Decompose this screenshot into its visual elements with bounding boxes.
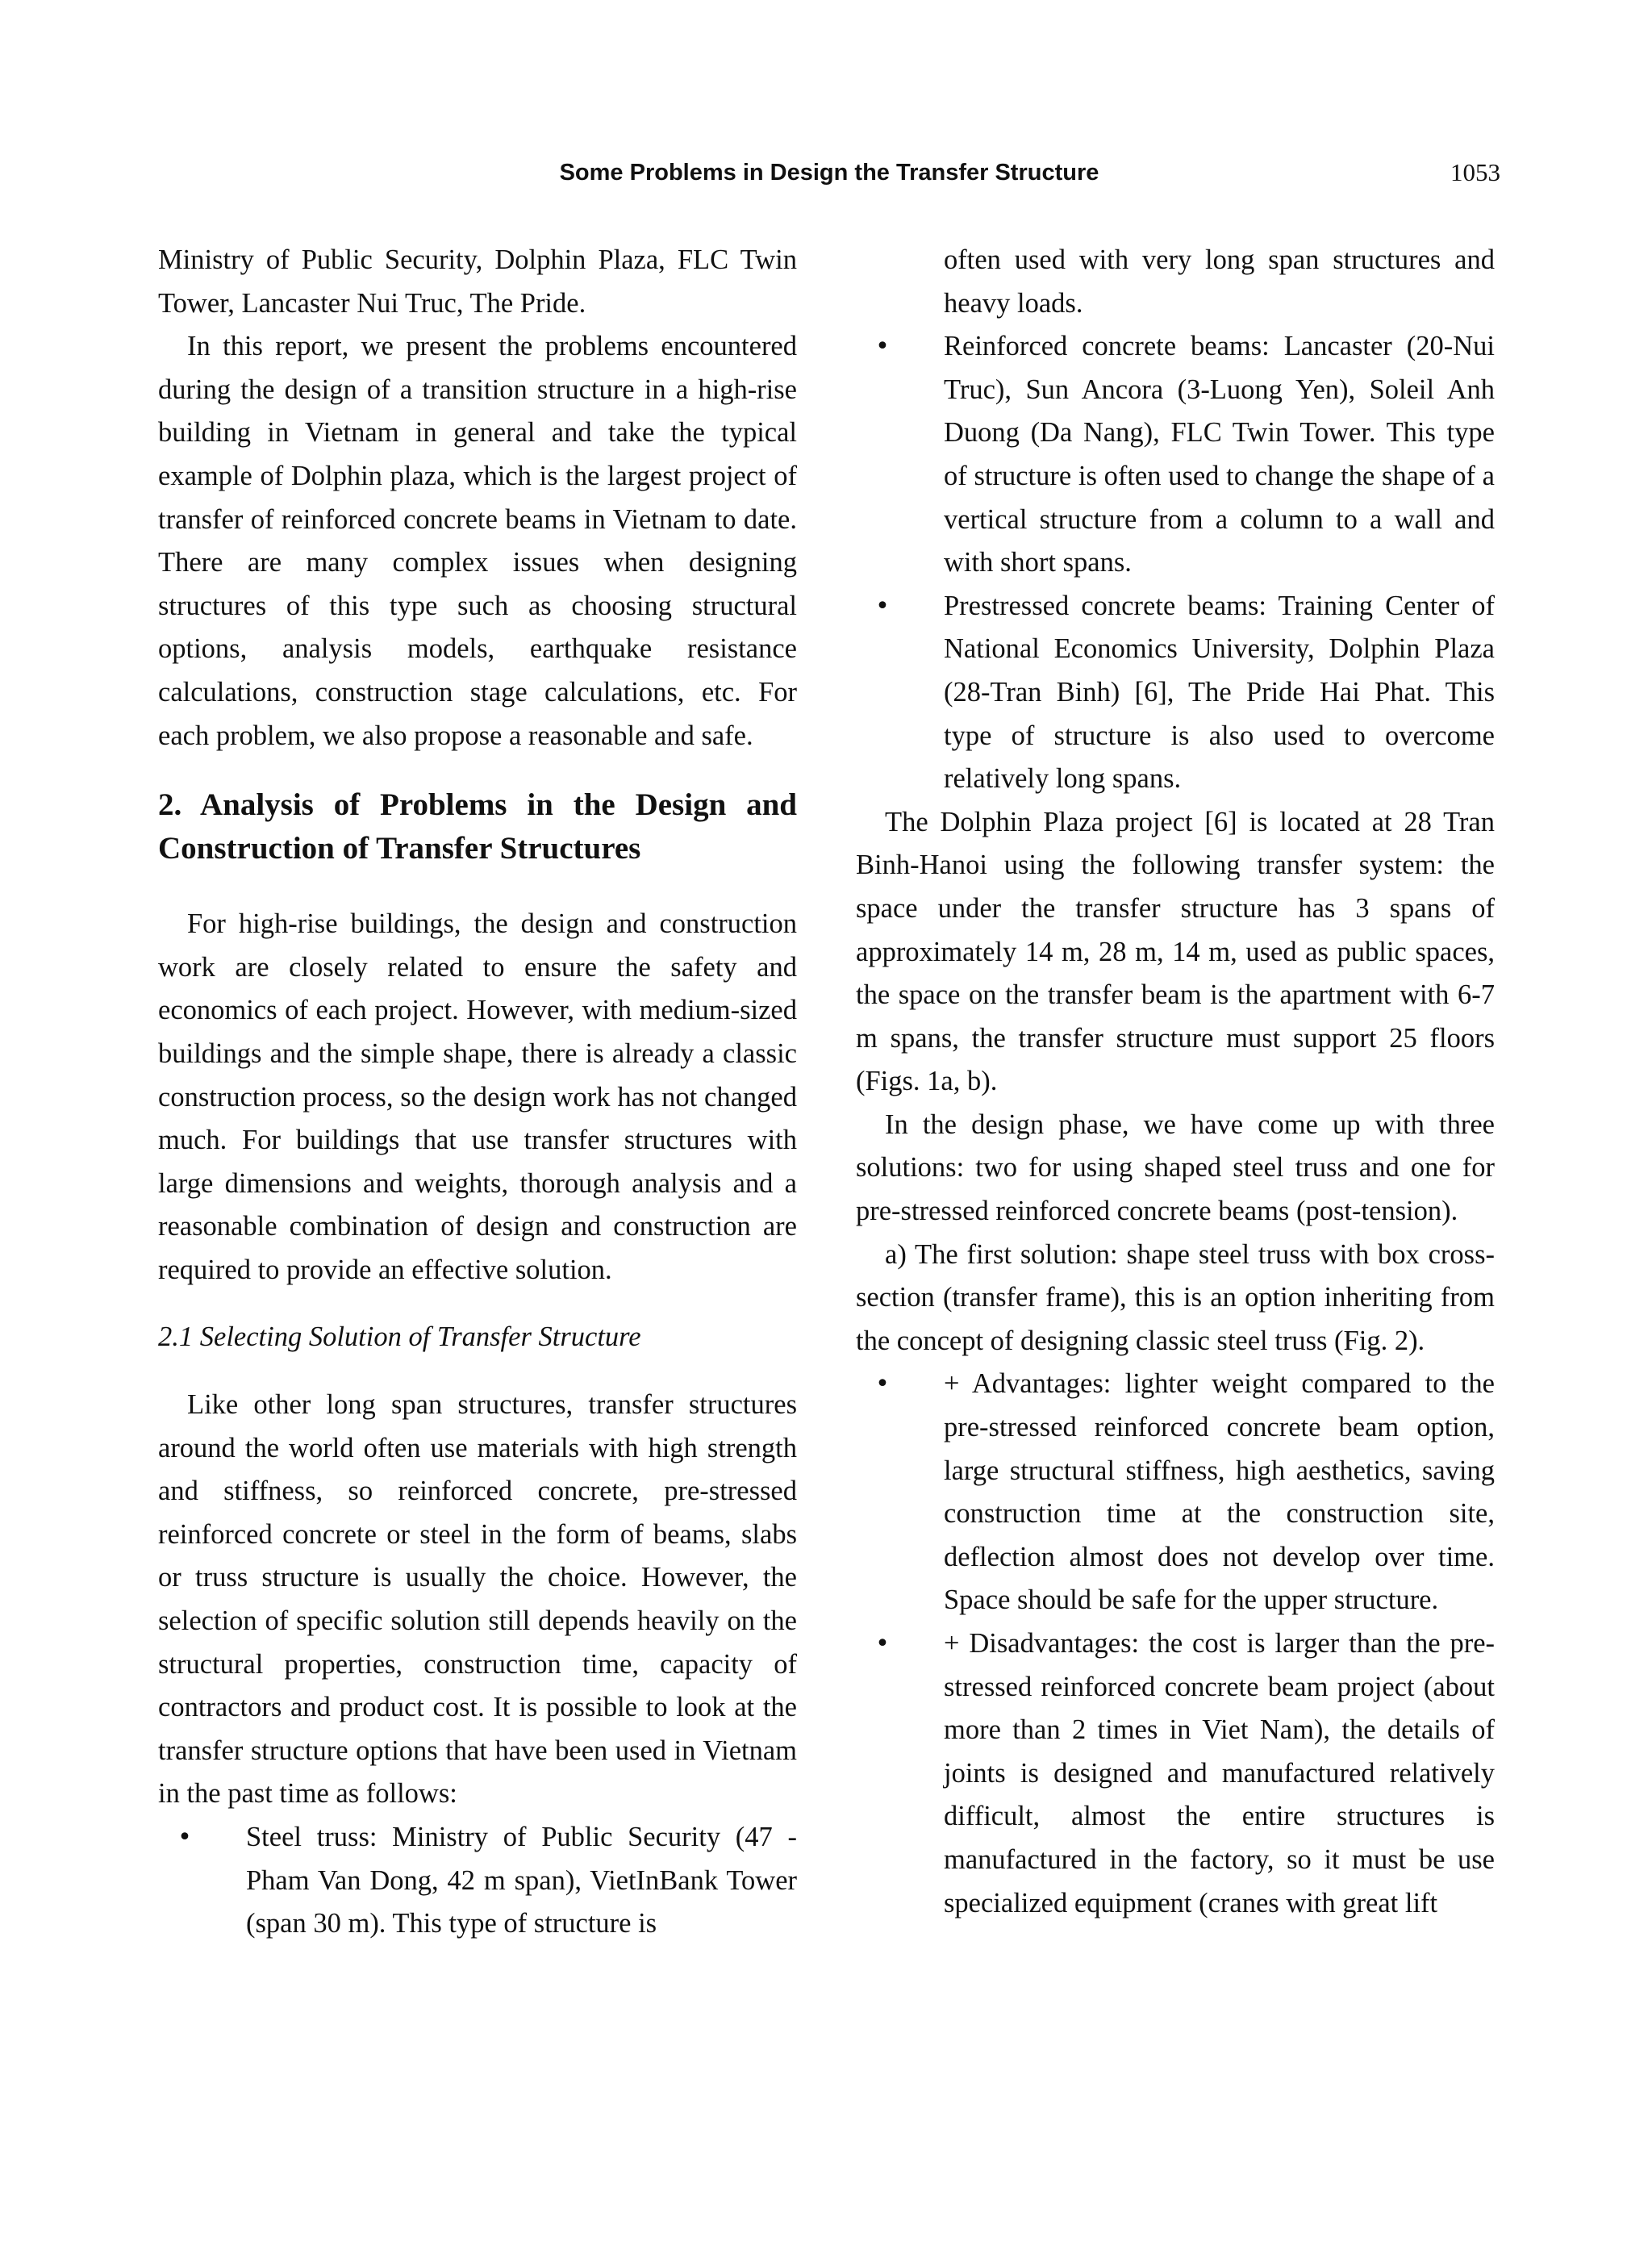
paragraph-continued: Ministry of Public Security, Dolphin Plaza, FLC Twin Tower, Lancaster Nui Truc, The Pride. [158, 244, 797, 319]
list-item [856, 1363, 1495, 1622]
paragraph-dolphin-plaza: The Dolphin Plaza project [6] is located at 28 Tran Binh-Hanoi using the following transfer system: the space under the transfer structure has 3 spans of approximately 14 m, 28 m, 14 m, used as public spaces, the space on the transfer beam is the apartment with 6-7 m spans, the transfer structure must support 25 floors (Figs. 1a, b). [856, 806, 1495, 1097]
bullet-icon: • [875, 591, 890, 620]
bullet-icon: • [875, 1630, 890, 1658]
running-header [158, 155, 1500, 190]
list-item [856, 1622, 1495, 1925]
left-column [158, 239, 797, 1946]
list-item-text: Prestressed concrete beams: Training Center of National Economics University, Dolphin Plaza (28-Tran Binh) [6], The Pride Hai Phat. This type of structure is also used to overcome relatively long spans. [944, 590, 1495, 795]
paragraph-first-solution: a) The first solution: shape steel truss with box cross-section (transfer frame), this is an option inheriting from the concept of designing classic steel truss (Fig. 2). [856, 1238, 1495, 1356]
paragraph-high-rise: For high-rise buildings, the design and construction work are closely related to ensure the safety and economics of each project. However, with medium-sized buildings and the simple shape, there is already a classic construction process, so the design work has not changed much. For buildings that use transfer structures with large dimensions and weights, thorough analysis and a reasonable combination of design and construction are required to provide an effective solution. [158, 908, 797, 1285]
pros-cons-list [856, 1363, 1495, 1925]
options-list [158, 1816, 797, 1946]
list-item-text: Steel truss: Ministry of Public Security (47 - Pham Van Dong, 42 m span), VietInBank Tower (span 30 m). This type of structure is [246, 1822, 797, 1939]
bullet-icon: • [177, 1823, 192, 1852]
page-number: 1053 [1450, 158, 1500, 186]
running-title: Some Problems in Design the Transfer Structure [559, 160, 1099, 186]
bullet-icon: • [875, 332, 890, 361]
options-list-continued [856, 325, 1495, 801]
paragraph-design-phase: In the design phase, we have come up with three solutions: two for using shaped steel truss and one for pre-stressed reinforced concrete beams (post-tension). [856, 1108, 1495, 1227]
list-item [158, 1816, 797, 1946]
list-item [856, 325, 1495, 585]
list-item [856, 585, 1495, 801]
paragraph-report-intro: In this report, we present the problems encountered during the design of a transition structure in a high-rise building in Vietnam in general and take the typical example of Dolphin plaza, which is the largest project of transfer of reinforced concrete beams in Vietnam to date. There are many complex issues when designing structures of this type such as choosing structural options, analysis models, earthquake resistance calculations, construction stage calculations, etc. For each problem, we also propose a reasonable and safe. [158, 331, 797, 751]
list-item-text: Reinforced concrete beams: Lancaster (20-Nui Truc), Sun Ancora (3-Luong Yen), Soleil Anh Duong (Da Nang), FLC Twin Tower. This type of structure is often used to change the shape of a vertical structure from a column to a wall and with short spans. [944, 331, 1495, 578]
list-item-continued: often used with very long span structures and heavy loads. [944, 244, 1495, 319]
subsection-heading: 2.1 Selecting Solution of Transfer Structure [158, 1321, 641, 1353]
list-item-text: + Disadvantages: the cost is larger than the pre-stressed reinforced concrete beam project (about more than 2 times in Viet Nam), the details of joints is designed and manufactured relatively difficult, almost the entire structures is manufactured in the factory, so it must be use specialized equipment (cranes with great lift [944, 1628, 1495, 1918]
section-heading: 2. Analysis of Problems in the Design and Construction of Transfer Structures [158, 787, 797, 866]
paragraph-long-span: Like other long span structures, transfer structures around the world often use materials with high strength and stiffness, so reinforced concrete, pre-stressed reinforced concrete or steel in the form of beams, slabs or truss structure is usually the choice. However, the selection of specific solution still depends heavily on the structural properties, construction time, capacity of contractors and product cost. It is possible to look at the transfer structure options that have been used in Vietnam in the past time as follows: [158, 1389, 797, 1810]
bullet-icon: • [875, 1370, 890, 1399]
list-item-text: + Advantages: lighter weight compared to the pre-stressed reinforced concrete beam option, large structural stiffness, high aesthetics, saving construction time at the construction site, deflection almost does not develop over time. Space should be safe for the upper structure. [944, 1368, 1495, 1616]
right-column [856, 239, 1495, 1925]
